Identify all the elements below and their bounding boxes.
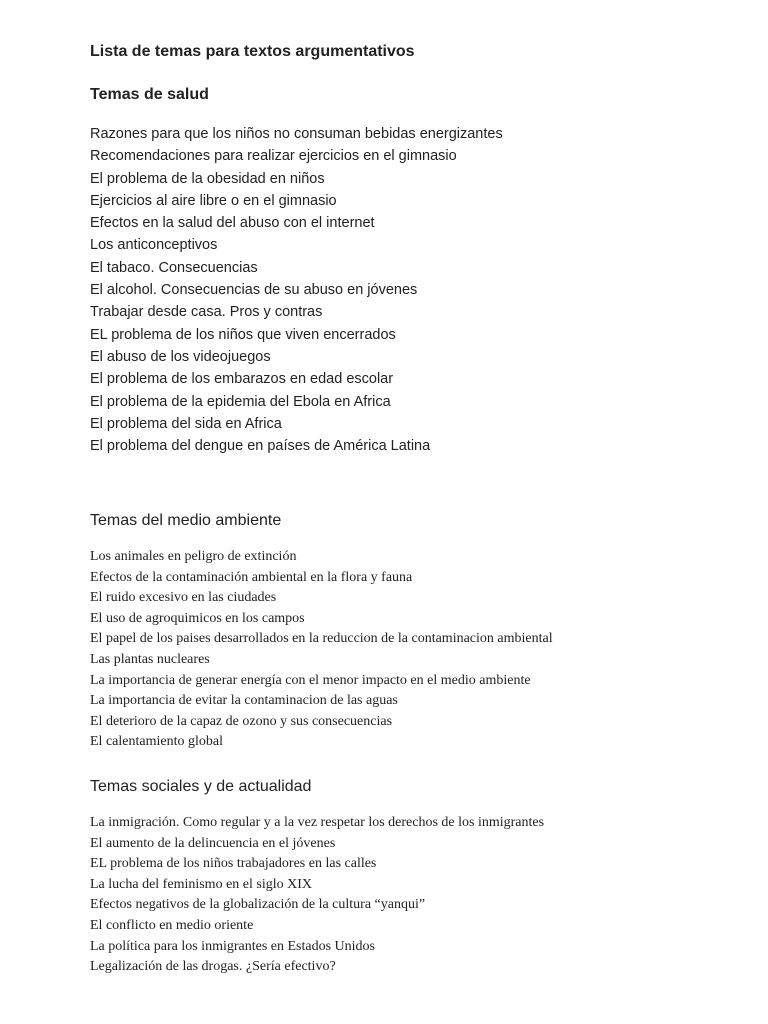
section-social: [90, 776, 750, 978]
list-item: El deterioro de la capaz de ozono y sus consecuencias: [90, 713, 393, 729]
list-item: La lucha del feminismo en el siglo XIX: [90, 876, 312, 892]
list-item: El problema del sida en Africa: [90, 415, 282, 432]
topic-list: [90, 123, 750, 457]
list-item: EL problema de los niños trabajadores en las calles: [90, 856, 377, 872]
section-environment: [90, 510, 750, 753]
list-item: Efectos de la contaminación ambiental en la flora y fauna: [90, 569, 413, 585]
list-item: Razones para que los niños no consuman bebidas energizantes: [90, 126, 503, 142]
section-heading: Temas del medio ambiente: [90, 512, 282, 529]
list-item: El calentamiento global: [90, 734, 223, 750]
list-item: La política para los inmigrantes en Estados Unidos: [90, 938, 375, 954]
list-item: Los anticonceptivos: [90, 237, 218, 254]
section-heading: Temas sociales y de actualidad: [90, 778, 312, 795]
list-item: El problema de los embarazos en edad escolar: [90, 371, 394, 388]
list-item: El problema de la epidemia del Ebola en Africa: [90, 393, 391, 410]
list-item: Ejercicios al aire libre o en el gimnasio: [90, 192, 337, 209]
list-item: El problema de la obesidad en niños: [90, 170, 325, 187]
section-health: [90, 84, 750, 457]
list-item: La inmigración. Como regular y a la vez respetar los derechos de los inmigrantes: [90, 815, 545, 830]
list-item: La importancia de generar energía con el menor impacto en el medio ambiente: [90, 672, 531, 688]
list-item: El abuso de los videojuegos: [90, 348, 271, 365]
list-item: Legalización de las drogas. ¿Sería efectivo?: [90, 959, 336, 975]
list-item: Los animales en peligro de extinción: [90, 549, 297, 564]
list-item: El problema del dengue en países de América Latina: [90, 438, 431, 455]
list-item: Recomendaciones para realizar ejercicios en el gimnasio: [90, 148, 457, 165]
document-title: Lista de temas para textos argumentativos: [90, 43, 415, 60]
list-item: El ruido excesivo en las ciudades: [90, 590, 277, 606]
list-item: Trabajar desde casa. Pros y contras: [90, 304, 323, 321]
list-item: Efectos negativos de la globalización de la cultura “yanqui”: [90, 897, 426, 913]
list-item: Las plantas nucleares: [90, 651, 210, 667]
section-heading: Temas de salud: [90, 86, 209, 103]
list-item: EL problema de los niños que viven encerrados: [90, 326, 396, 343]
list-item: El alcohol. Consecuencias de su abuso en jóvenes: [90, 282, 418, 299]
list-item: El aumento de la delincuencia en el jóvenes: [90, 835, 336, 851]
list-item: Efectos en la salud del abuso con el internet: [90, 215, 375, 232]
list-item: El conflicto en medio oriente: [90, 917, 254, 933]
list-item: El uso de agroquimicos en los campos: [90, 610, 305, 626]
list-item: El tabaco. Consecuencias: [90, 259, 258, 276]
list-item: El papel de los paises desarrollados en la reduccion de la contaminacion ambiental: [90, 631, 553, 647]
list-item: La importancia de evitar la contaminacion de las aguas: [90, 693, 398, 709]
topic-list: [90, 813, 750, 978]
topic-list: [90, 547, 750, 753]
